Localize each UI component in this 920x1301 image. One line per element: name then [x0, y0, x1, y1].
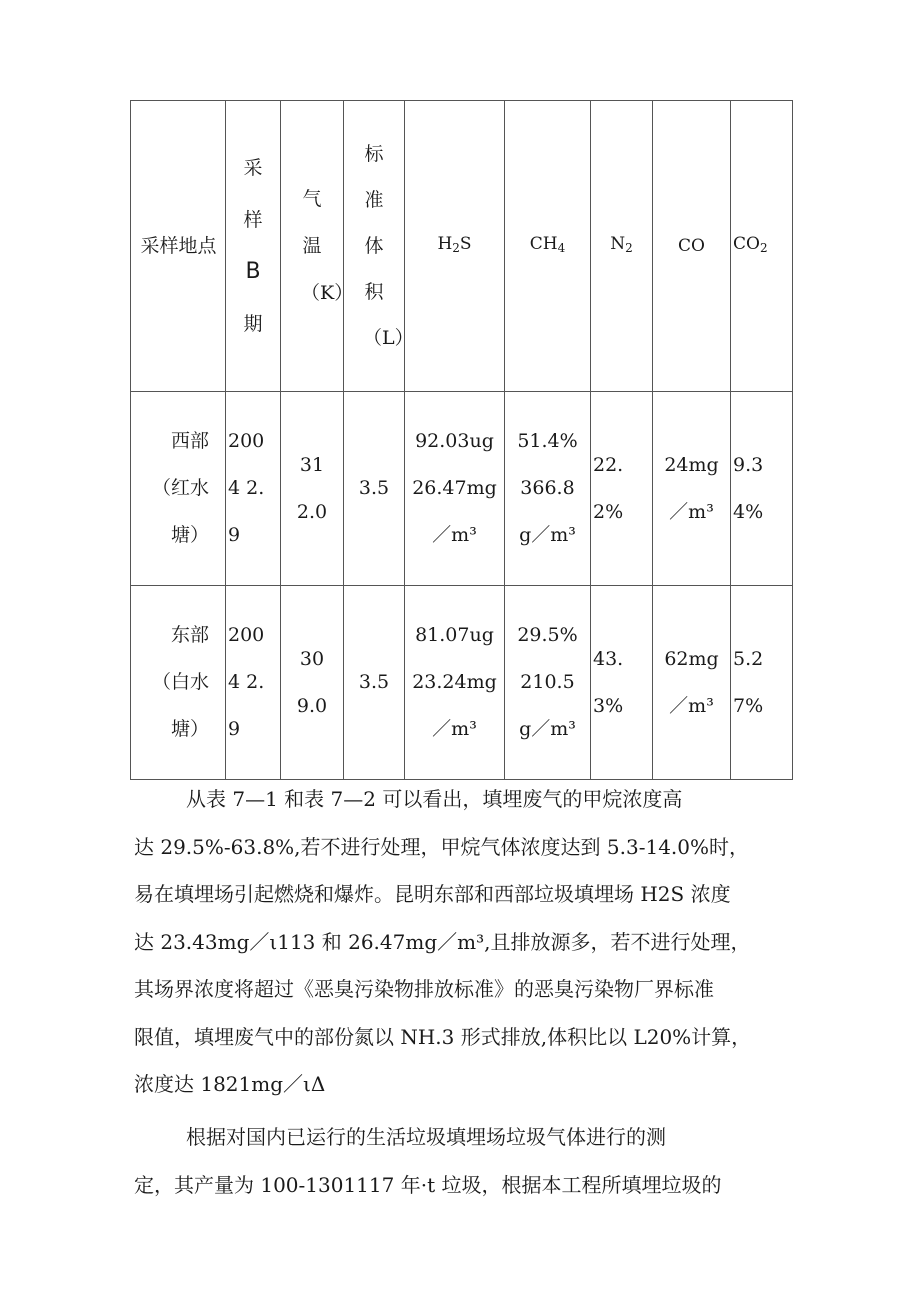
cell-volume: 3.5 [344, 392, 405, 586]
text-line: 易在填埋场引起燃烧和爆炸。昆明东部和西部垃圾填埋场 H2S 浓度 [134, 882, 731, 906]
cell-co2: 9.34% [731, 392, 793, 586]
cell-co2: 5.27% [731, 586, 793, 780]
header-co2: $CO_2$ [731, 101, 793, 392]
header-n2: $N_2$ [591, 101, 653, 392]
cell-ch4: 51.4% 366.8g／m³ [505, 392, 591, 586]
text-line: 定，其产量为 100-1301117 年·t 垃圾，根据本工程所填埋垃圾的 [134, 1172, 722, 1197]
paragraph-gas-production [134, 1114, 814, 1209]
header-ch4: $CH_4$ [505, 101, 591, 392]
table-row [131, 392, 793, 586]
cell-date: 2004 2.9 [226, 392, 281, 586]
text-line: 根据对国内已运行的生活垃圾填埋场垃圾气体进行的测 [186, 1125, 666, 1149]
table-row [131, 586, 793, 780]
text-line: 浓度达 1821mg／ιΔ [134, 1072, 326, 1096]
text-line: 从表 7—1 和表 7—2 可以看出，填埋废气的甲烷浓度高 [186, 787, 683, 811]
text-line: 其场界浓度将超过《恶臭污染物排放标准》的恶臭污染物厂界标准 [134, 977, 714, 1001]
cell-temperature: 312.0 [281, 392, 344, 586]
cell-n2: 43.3% [591, 586, 653, 780]
cell-temperature: 309.0 [281, 586, 344, 780]
table-header-row [131, 101, 793, 392]
cell-location: 西部（红水塘） [131, 392, 226, 586]
cell-h2s: 81.07ug 23.24mg／m³ [405, 586, 505, 780]
cell-ch4: 29.5% 210.5g／m³ [505, 586, 591, 780]
header-date: 采样 B 期 [226, 101, 281, 392]
cell-location: 东部（白水塘） [131, 586, 226, 780]
paragraph-methane-analysis [134, 776, 814, 1109]
cell-volume: 3.5 [344, 586, 405, 780]
cell-n2: 22.2% [591, 392, 653, 586]
text-line: 达 23.43mg／ι113 和 26.47mg／m³,且排放源多，若不进行处理， [134, 929, 751, 954]
header-volume: 标准体积（L） [344, 101, 405, 392]
cell-h2s: 92.03ug 26.47mg／m³ [405, 392, 505, 586]
cell-co: 24mg／m³ [653, 392, 731, 586]
cell-co: 62mg／m³ [653, 586, 731, 780]
header-h2s: $H_2S$ [405, 101, 505, 392]
text-line: 达 29.5%-63.8%,若不进行处理，甲烷气体浓度达到 5.3-14.0%时， [134, 834, 749, 859]
text-line: 限值，填埋废气中的部份氮以 NH.3 形式排放,体积比以 L20%计算， [134, 1024, 752, 1049]
cell-date: 2004 2.9 [226, 586, 281, 780]
gas-composition-table [130, 100, 793, 780]
header-temperature: 气温（K） [281, 101, 344, 392]
header-location: 采样地点 [131, 101, 226, 392]
header-co: CO [653, 101, 731, 392]
